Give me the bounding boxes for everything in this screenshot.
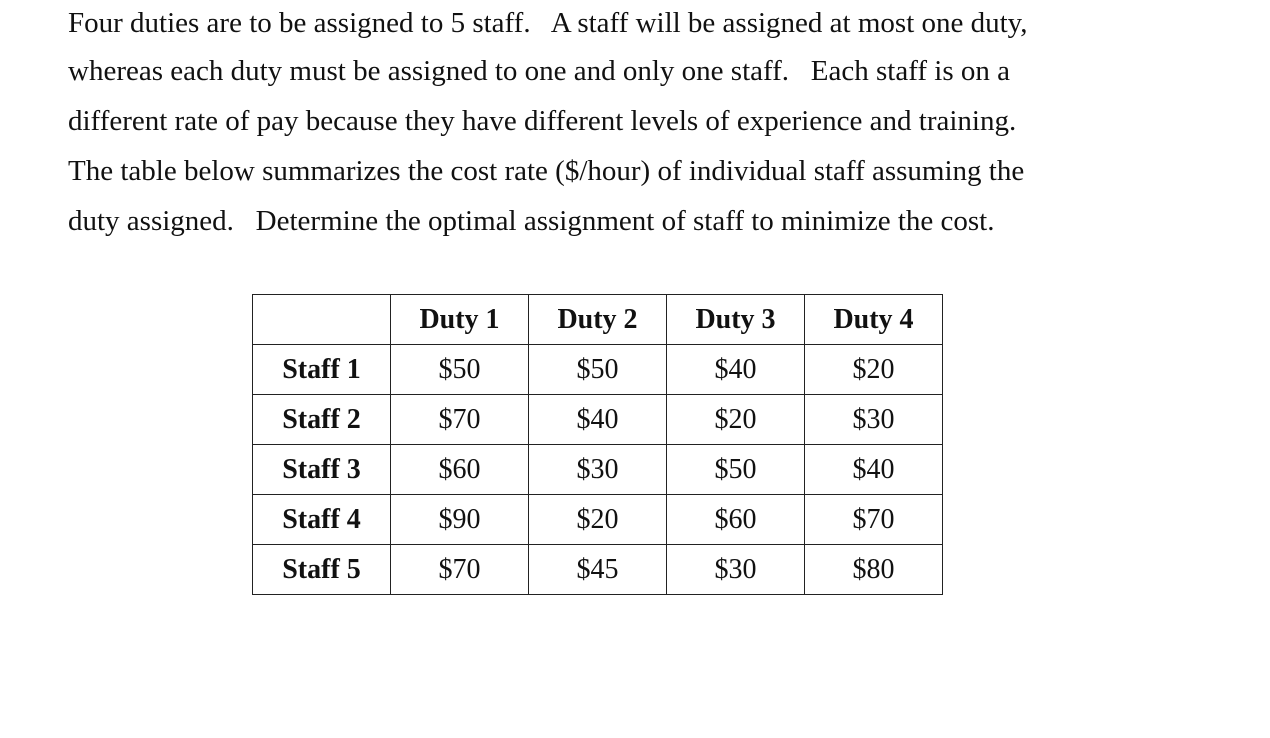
table-cell: $50 [667, 445, 805, 495]
table-row [253, 345, 943, 395]
column-header-duty-3: Duty 3 [667, 295, 805, 345]
table-cell: $20 [529, 495, 667, 545]
table-cell: $70 [805, 495, 943, 545]
table-cell: $90 [391, 495, 529, 545]
table-cell: $40 [805, 445, 943, 495]
table-cell: $60 [667, 495, 805, 545]
table-cell: $30 [667, 545, 805, 595]
table-cell: $30 [529, 445, 667, 495]
table-cell: $60 [391, 445, 529, 495]
table-cell: $70 [391, 395, 529, 445]
row-header-staff-4: Staff 4 [253, 495, 391, 545]
problem-line: whereas each duty must be assigned to one and only one staff. Each staff is on a [68, 55, 1010, 87]
table-cell: $70 [391, 545, 529, 595]
row-header-staff-5: Staff 5 [253, 545, 391, 595]
problem-line: duty assigned. Determine the optimal assignment of staff to minimize the cost. [68, 205, 995, 237]
column-header-duty-1: Duty 1 [391, 295, 529, 345]
table-corner-cell [253, 295, 391, 345]
table-cell: $20 [667, 395, 805, 445]
table-cell: $30 [805, 395, 943, 445]
column-header-duty-2: Duty 2 [529, 295, 667, 345]
problem-statement [68, 0, 1218, 246]
table-cell: $50 [529, 345, 667, 395]
row-header-staff-1: Staff 1 [253, 345, 391, 395]
table-cell: $40 [667, 345, 805, 395]
cost-rate-table [252, 294, 943, 595]
table-row [253, 545, 943, 595]
row-header-staff-2: Staff 2 [253, 395, 391, 445]
table-cell: $40 [529, 395, 667, 445]
table-header-row [253, 295, 943, 345]
problem-line: Four duties are to be assigned to 5 staff. A staff will be assigned at most one duty, [68, 7, 1028, 39]
problem-line: different rate of pay because they have different levels of experience and training. [68, 105, 1017, 137]
row-header-staff-3: Staff 3 [253, 445, 391, 495]
table-cell: $20 [805, 345, 943, 395]
table-cell: $80 [805, 545, 943, 595]
table-row [253, 445, 943, 495]
table-row [253, 395, 943, 445]
problem-line: The table below summarizes the cost rate ($/hour) of individual staff assuming the [68, 155, 1025, 187]
table-cell: $50 [391, 345, 529, 395]
table-cell: $45 [529, 545, 667, 595]
column-header-duty-4: Duty 4 [805, 295, 943, 345]
table-row [253, 495, 943, 545]
